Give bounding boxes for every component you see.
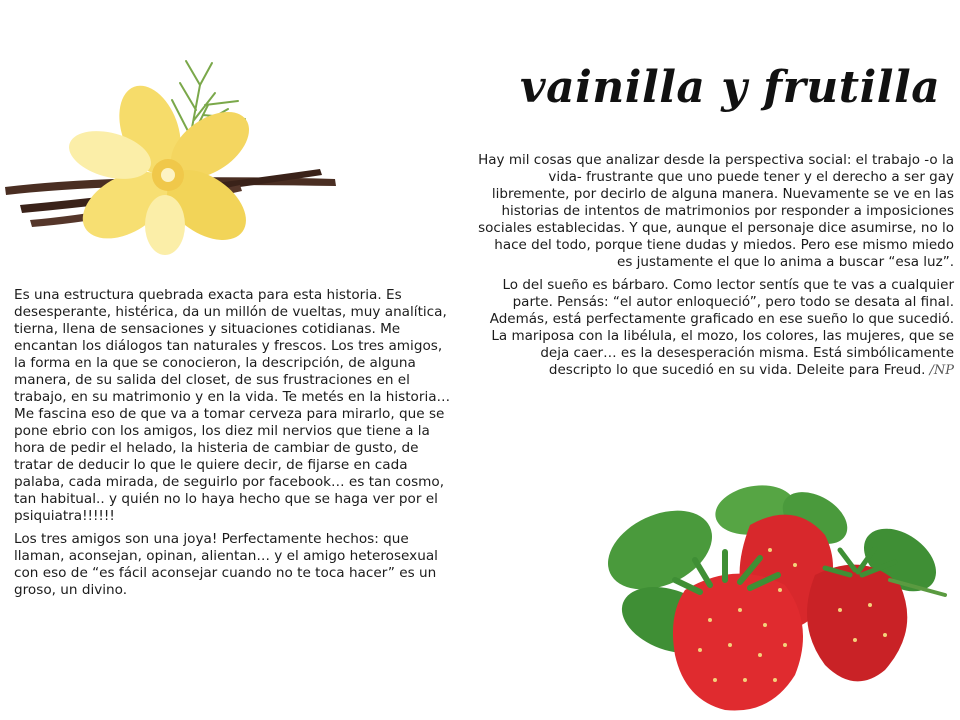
paragraph [478,277,954,379]
paragraph: Hay mil cosas que analizar desde la perspectiva social: el trabajo -o la vida- frustrante que uno puede tener y el derecho a ser gay libremente, por decirlo de alguna manera. Nuevamente se ve en las historias de intentos de matrimonios por responder a imposiciones sociales establecidas. Y que, aunque el personaje dice asumirse, no lo hace del todo, porque tiene dudas y miedos. Pero ese mismo miedo es justamente el que lo anima a buscar “esa luz”. [478,152,954,270]
author-signature: /NP [929,363,954,378]
vanilla-flower-illustration [0,45,345,260]
paragraph: Es una estructura quebrada exacta para esta historia. Es desesperante, histérica, da un millón de vueltas, muy analítica, tierna, llena de sensaciones y situaciones cotidianas. Me encantan los diálogos tan naturales y frescos. Los tres amigos, la forma en la que se conocieron, la descripción, de alguna manera, de su salida del closet, de sus frustraciones en el trabajo, en su matrimonio y en la vida. Te metés en la historia… Me fascina eso de que va a tomar cerveza para mirarlo, que se pone ebrio con los amigos, los diez mil nervios que tiene a la hora de pedir el helado, la histeria de cambiar de gusto, de tratar de deducir lo que le quiere decir, de fijarse en cada palaba, cada mirada, de seguirlo por facebook… es tan cosmo, tan habitual.. y quién no lo haya hecho que se haga ver por el psiquiatra!!!!!! [14,287,451,524]
paragraph-text: Lo del sueño es bárbaro. Como lector sentís que te vas a cualquier parte. Pensás: “el autor enloqueció”, pero todo se desata al final. Además, está perfectamente graficado en ese sueño lo que sucedió. La mariposa con la libélula, el mozo, los colores, las mujeres, que se deja caer… es la desesperación misma. Está simbólicamente descripto lo que sucedió en su vida. Deleite para Freud. [489,277,954,378]
vanilla-flower-icon [64,77,261,255]
strawberries-illustration [600,480,960,720]
right-text-column [478,152,954,385]
paragraph: Los tres amigos son una joya! Perfectamente hechos: que llaman, aconsejan, opinan, alientan… y el amigo heterosexual con eso de “es fácil aconsejar cuando no te toca hacer” es un groso, un divino. [14,531,438,598]
left-text-column [14,287,458,605]
page-title: vainilla y frutilla [520,62,941,113]
